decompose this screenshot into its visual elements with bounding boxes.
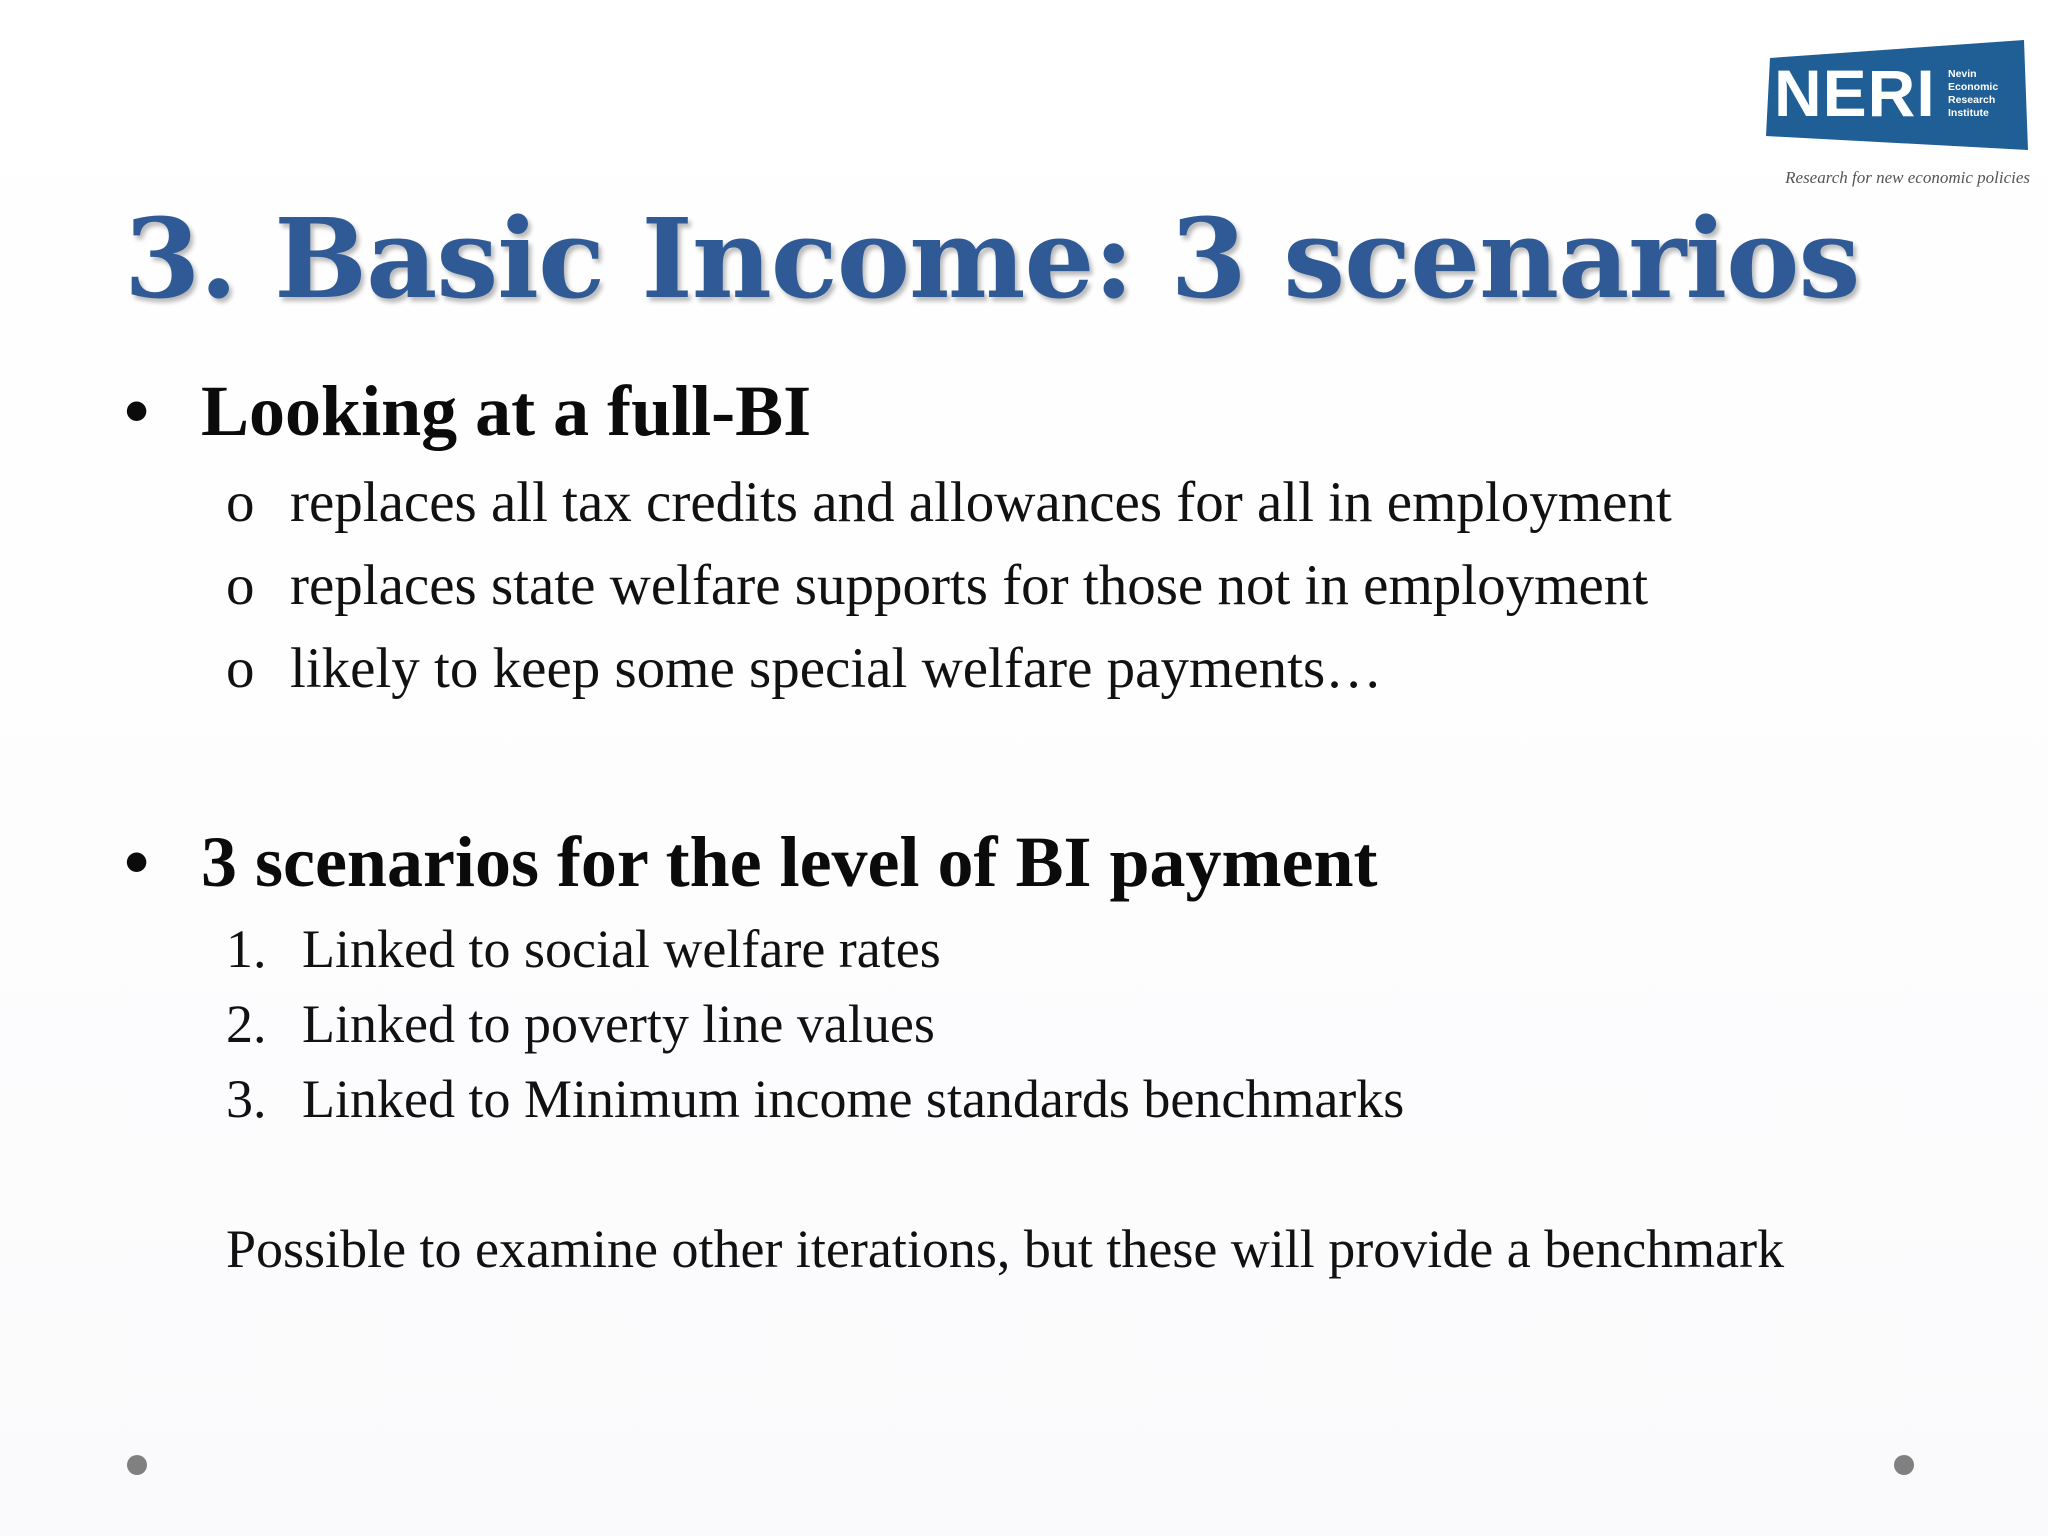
logo-wordmark: NERI bbox=[1774, 56, 1936, 130]
closing-note: Possible to examine other iterations, but these will provide a benchmark bbox=[226, 1219, 1785, 1279]
bullet-text: Looking at a full-BI bbox=[201, 371, 812, 451]
sub-bullet-marker: o bbox=[226, 471, 255, 534]
sub-bullet-item bbox=[226, 471, 1672, 534]
sub-bullet-marker: o bbox=[226, 554, 255, 617]
bullet-item bbox=[124, 822, 1378, 902]
numbered-item bbox=[226, 919, 941, 979]
numbered-marker: 3. bbox=[226, 1069, 267, 1129]
bullet-marker: • bbox=[124, 371, 150, 451]
sub-bullet-item bbox=[226, 637, 1383, 700]
corner-dot-right bbox=[1894, 1455, 1914, 1475]
sub-bullet-text: replaces state welfare supports for those not in employment bbox=[290, 554, 1649, 617]
sub-bullet-item bbox=[226, 554, 1649, 617]
bullet-text: 3 scenarios for the level of BI payment bbox=[201, 822, 1378, 902]
numbered-text: Linked to Minimum income standards benchmarks bbox=[302, 1069, 1405, 1129]
logo-tagline: Research for new economic policies bbox=[1785, 168, 2030, 187]
numbered-item bbox=[226, 1069, 1405, 1129]
sub-bullet-text: likely to keep some special welfare payments… bbox=[290, 637, 1383, 700]
logo-subtitle: Nevin Economic Research Institute bbox=[1948, 68, 1999, 119]
numbered-text: Linked to social welfare rates bbox=[302, 919, 941, 979]
bullet-item bbox=[124, 371, 812, 451]
neri-logo bbox=[1760, 38, 2040, 198]
numbered-item bbox=[226, 994, 935, 1054]
bullet-marker: • bbox=[124, 822, 150, 902]
numbered-text: Linked to poverty line values bbox=[302, 994, 935, 1054]
sub-bullet-marker: o bbox=[226, 637, 255, 700]
slide-title: 3. Basic Income: 3 scenarios bbox=[124, 194, 1860, 323]
corner-dot-left bbox=[127, 1455, 147, 1475]
numbered-marker: 1. bbox=[226, 919, 267, 979]
sub-bullet-text: replaces all tax credits and allowances for all in employment bbox=[290, 471, 1672, 534]
numbered-marker: 2. bbox=[226, 994, 267, 1054]
